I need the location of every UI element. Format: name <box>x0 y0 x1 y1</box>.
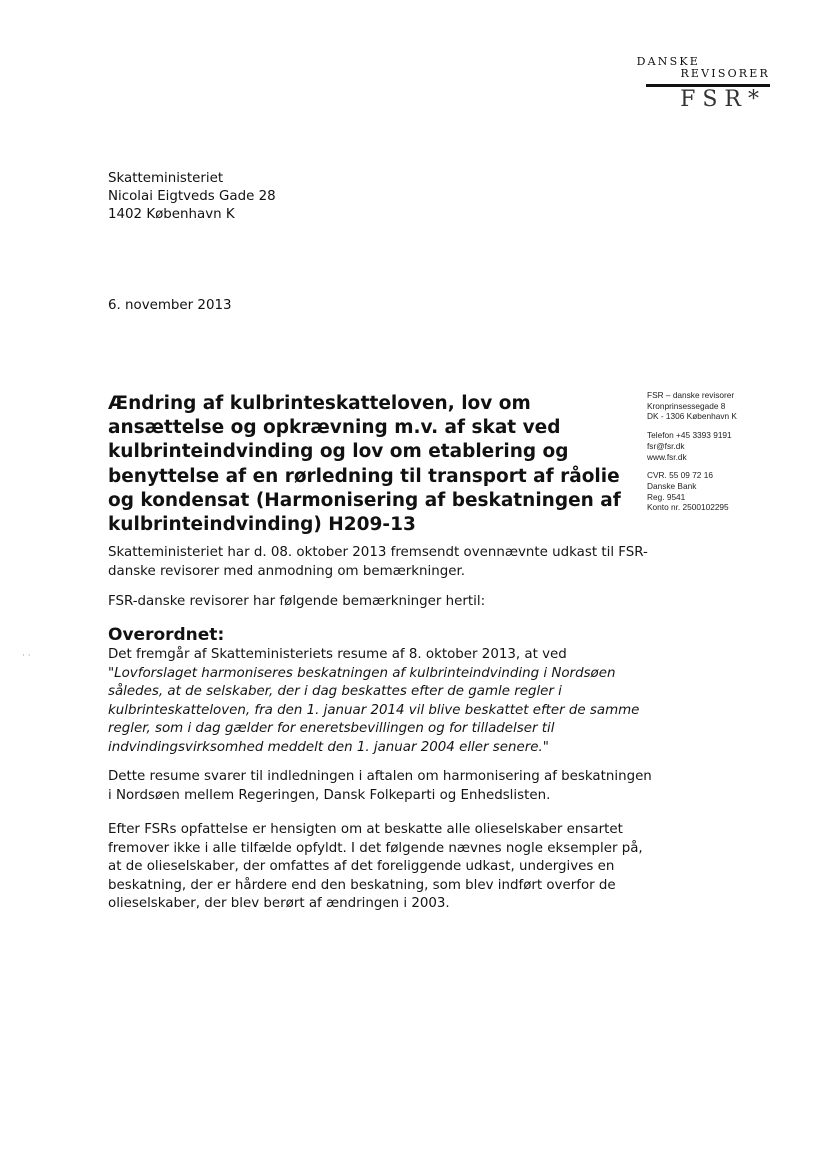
title-line: Ændring af kulbrinteskatteloven, lov om <box>108 393 531 414</box>
paragraph-intro <box>108 544 648 581</box>
quote-line: regler, som i dag gælder for eneretsbevillingen og for tilladelser til <box>108 721 555 736</box>
title-line: benyttelse af en rørledning til transport af råolie <box>108 465 620 487</box>
contact-line: Konto nr. 2500102295 <box>647 502 729 513</box>
quote-line: kulbrinteskatteloven, fra den 1. januar 2014 vil blive beskattet efter de samme <box>108 702 640 718</box>
contact-organization <box>647 390 737 422</box>
logo-line-danske: DANSKE <box>636 55 700 68</box>
paragraph-line: fremover ikke i alle tilfælde opfyldt. I det følgende nævnes nogle eksempler på, <box>108 840 643 856</box>
address-line: Nicolai Eigtveds Gade 28 <box>108 189 276 204</box>
quote-line: "Lovforslaget harmoniseres beskatningen af kulbrinteindvinding i Nordsøen <box>108 665 616 681</box>
contact-email: fsr@fsr.dk <box>647 440 685 451</box>
paragraph-line: olieselskaber, der blev berørt af ændringen i 2003. <box>108 896 450 911</box>
logo-line-revisorer: REVISORER <box>680 67 770 80</box>
contact-line: FSR – danske revisorer <box>647 390 735 400</box>
paragraph-agreement <box>108 768 652 805</box>
title-line: ansættelse og opkrævning m.v. af skat ved <box>108 417 561 439</box>
title-line: kulbrinteindvinding og lov om etablering og <box>108 441 569 463</box>
quote-line: indvindingsvirksomhed meddelt den 1. januar 2004 eller senere." <box>108 739 549 755</box>
paragraph-line: at de olieselskaber, der omfattes af det foreliggende udkast, undergives en <box>108 859 615 874</box>
document-title <box>108 392 621 537</box>
contact-line: Kronprinsessegade 8 <box>647 400 726 411</box>
paragraph-line: Efter FSRs opfattelse er hensigten om at beskatte alle olieselskaber ensartet <box>108 822 623 837</box>
paragraph-line: Skatteministeriet har d. 08. oktober 2013 fremsendt ovennævnte udkast til FSR- <box>108 545 648 560</box>
quote-line: således, at de selskaber, der i dag beskattes efter de gamle regler i <box>108 684 562 699</box>
logo-mark: FSR* <box>680 87 766 112</box>
fsr-logo <box>630 54 770 116</box>
margin-mark: · · <box>22 651 31 661</box>
sender-contact-block <box>647 390 737 521</box>
address-line: Skatteministeriet <box>108 171 224 186</box>
contact-line: Reg. 9541 <box>647 491 686 502</box>
paragraph-line: FSR-danske revisorer har følgende bemærkninger hertil: <box>108 594 486 609</box>
letter-date: 6. november 2013 <box>108 298 232 313</box>
paragraph-line: beskatning, der er hårdere end den beskatning, som blev indført overfor de <box>108 877 616 893</box>
recipient-address <box>108 170 276 224</box>
contact-line: CVR. 55 09 72 16 <box>647 470 713 481</box>
contact-line: DK - 1306 København K <box>647 411 737 422</box>
paragraph-resume-quote <box>108 646 639 757</box>
contact-phone: Telefon +45 3393 9191 <box>647 430 732 441</box>
contact-communication <box>647 430 737 462</box>
paragraph-line: danske revisorer med anmodning om bemærkninger. <box>108 563 465 579</box>
contact-website: www.fsr.dk <box>647 451 687 462</box>
paragraph-remarks <box>108 593 485 612</box>
contact-registration <box>647 470 737 513</box>
title-line: og kondensat (Harmonisering af beskatningen af <box>108 489 621 511</box>
section-heading: Overordnet: <box>108 625 225 645</box>
contact-line: Danske Bank <box>647 480 697 491</box>
title-line: kulbrinteindvinding) H209-13 <box>108 514 416 536</box>
address-line: 1402 København K <box>108 207 235 222</box>
paragraph-line: Det fremgår af Skatteministeriets resume af 8. oktober 2013, at ved <box>108 647 567 662</box>
paragraph-line: Dette resume svarer til indledningen i aftalen om harmonisering af beskatningen <box>108 769 652 784</box>
paragraph-fsr-opinion <box>108 821 643 914</box>
paragraph-line: i Nordsøen mellem Regeringen, Dansk Folkeparti og Enhedslisten. <box>108 787 551 803</box>
